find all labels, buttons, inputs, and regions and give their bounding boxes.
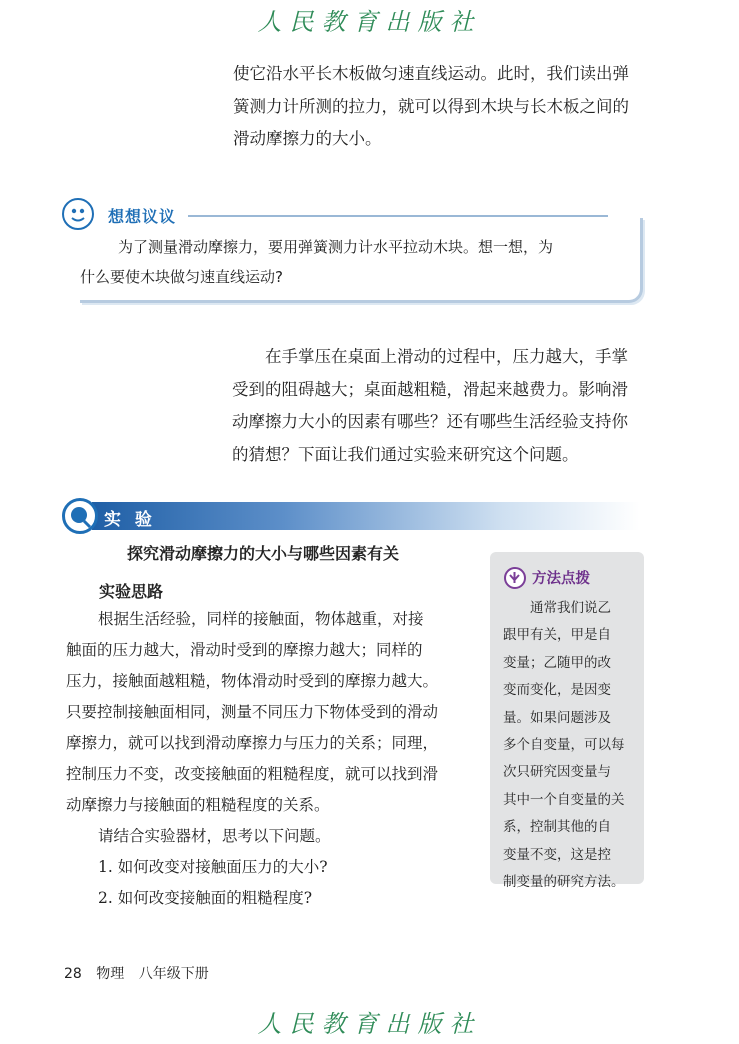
method-tip-line: 次只研究因变量与 bbox=[503, 764, 611, 781]
discussion-title: 想想议议 bbox=[108, 207, 177, 226]
discussion-icon bbox=[62, 198, 94, 230]
method-tip-line: 变而变化，是因变 bbox=[503, 682, 611, 699]
experiment-band bbox=[92, 502, 640, 530]
experiment-body bbox=[66, 604, 486, 914]
experiment-line: 只要控制接触面相同，测量不同压力下物体受到的滑动 bbox=[66, 703, 439, 721]
page-footer bbox=[64, 963, 219, 983]
experiment-icon bbox=[62, 498, 98, 534]
method-tip-text bbox=[503, 595, 641, 896]
thinking-line: 的猜想？下面让我们通过实验来研究这个问题。 bbox=[232, 444, 579, 464]
thinking-line: 动摩擦力大小的因素有哪些？还有哪些生活经验支持你 bbox=[232, 412, 628, 431]
method-tip-line: 变量不变，这是控 bbox=[503, 846, 611, 863]
method-tip-icon bbox=[504, 567, 526, 589]
experiment-line: 摩擦力，就可以找到滑动摩擦力与压力的关系；同理， bbox=[66, 734, 439, 752]
experiment-header bbox=[62, 498, 640, 534]
subject-name: 物理 bbox=[96, 966, 125, 982]
discussion-box bbox=[60, 196, 642, 304]
method-tip-line: 系，控制其他的自 bbox=[503, 819, 611, 836]
method-tip-title: 方法点拨 bbox=[532, 571, 590, 587]
experiment-line: 根据生活经验，同样的接触面，物体越重，对接 bbox=[98, 610, 424, 628]
volume-name: 八年级下册 bbox=[138, 966, 209, 982]
experiment-line: 压力，接触面越粗糙，物体滑动时受到的摩擦力越大。 bbox=[66, 672, 439, 690]
question-item: 2. 如何改变接触面的粗糙程度? bbox=[98, 889, 313, 907]
page-number: 28 bbox=[64, 966, 82, 982]
publisher-logo-top: 人民教育出版社 bbox=[257, 8, 482, 36]
discussion-line: 为了测量滑动摩擦力，要用弹簧测力计水平拉动木块。想一想，为 bbox=[118, 238, 554, 256]
question-item: 1. 如何改变对接触面压力的大小? bbox=[98, 858, 328, 876]
experiment-line: 控制压力不变，改变接触面的粗糙程度，就可以找到滑 bbox=[66, 765, 439, 783]
method-tip-line: 其中一个自变量的关 bbox=[503, 791, 625, 808]
discussion-text bbox=[80, 232, 630, 292]
method-tip-line: 跟甲有关，甲是自 bbox=[503, 627, 611, 644]
thinking-line: 在手掌压在桌面上滑动的过程中，压力越大，手掌 bbox=[265, 347, 628, 366]
experiment-line: 动摩擦力与接触面的粗糙程度的关系。 bbox=[66, 796, 330, 814]
discussion-line: 什么要使木块做匀速直线运动? bbox=[80, 268, 283, 286]
discussion-divider bbox=[188, 215, 608, 217]
method-tip-line: 多个自变量，可以每 bbox=[503, 737, 625, 754]
experiment-line: 触面的压力越大，滑动时受到的摩擦力越大；同样的 bbox=[66, 641, 423, 659]
method-tip-line: 制变量的研究方法。 bbox=[503, 874, 625, 891]
intro-line: 滑动摩擦力的大小。 bbox=[233, 129, 382, 148]
thinking-line: 受到的阻碍越大；桌面越粗糙，滑起来越费力。影响滑 bbox=[232, 379, 628, 399]
experiment-subheading: 实验思路 bbox=[99, 582, 164, 601]
method-tip-line: 变量；乙随甲的改 bbox=[503, 654, 611, 671]
intro-paragraph bbox=[233, 58, 653, 156]
publisher-logo-bottom: 人民教育出版社 bbox=[257, 1010, 482, 1038]
thinking-paragraph bbox=[232, 341, 652, 471]
experiment-label: 实 验 bbox=[104, 510, 156, 530]
intro-line: 使它沿水平长木板做匀速直线运动。此时，我们读出弹 bbox=[233, 64, 629, 83]
method-tip-box bbox=[490, 552, 644, 891]
method-tip-line: 通常我们说乙 bbox=[530, 600, 611, 616]
intro-line: 簧测力计所测的拉力，就可以得到木块与长木板之间的 bbox=[233, 96, 629, 116]
method-tip-line: 量。如果问题涉及 bbox=[503, 709, 611, 726]
experiment-topic: 探究滑动摩擦力的大小与哪些因素有关 bbox=[127, 544, 400, 563]
experiment-line: 请结合实验器材，思考以下问题。 bbox=[98, 827, 331, 845]
